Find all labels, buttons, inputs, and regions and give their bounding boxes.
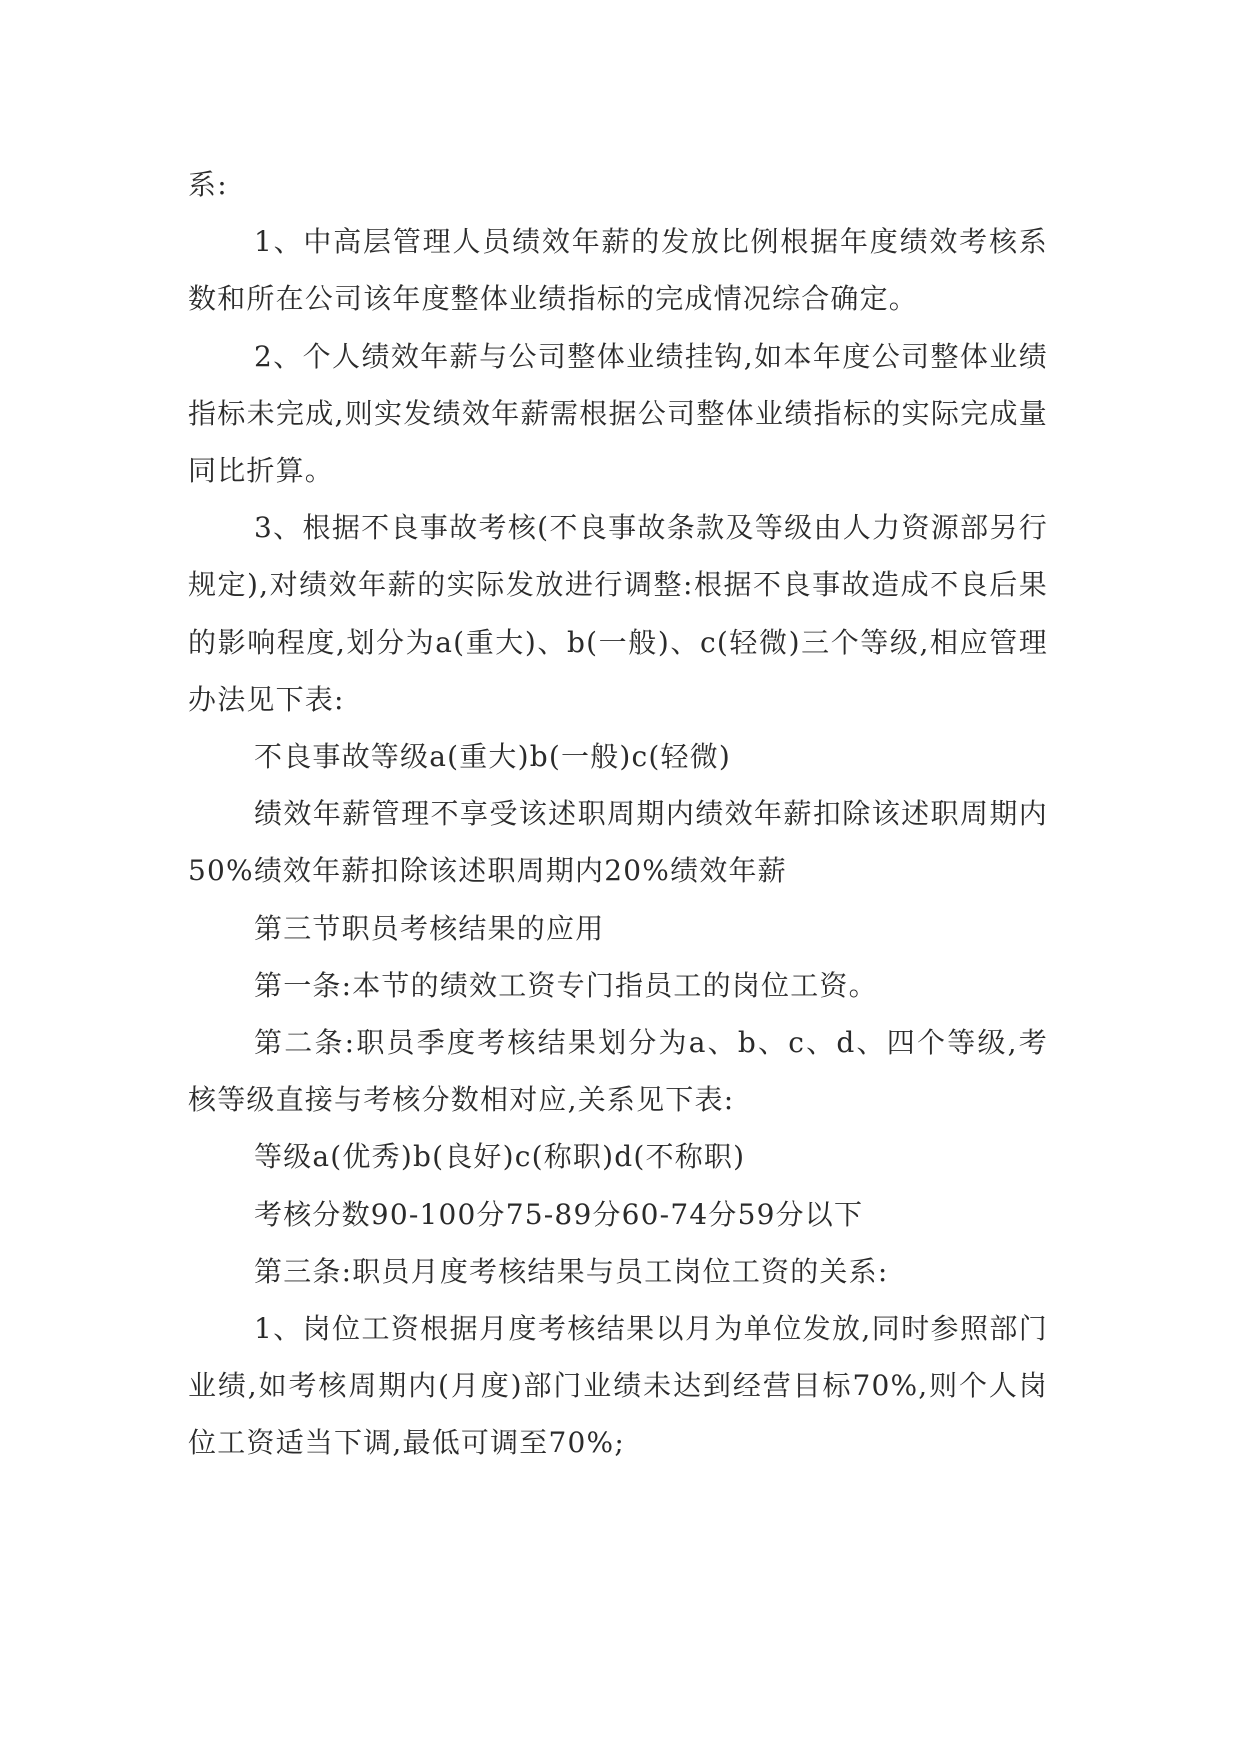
paragraph-item-1-bonus-ratio: 1、中高层管理人员绩效年薪的发放比例根据年度绩效考核系数和所在公司该年度整体业绩指标的完成情况综合确定。 [188,225,1048,316]
article-3: 第三条:职员月度考核结果与员工岗位工资的关系: [254,1254,889,1288]
grade-row: 等级a(优秀)b(良好)c(称职)d(不称职) [254,1140,746,1174]
paragraph-item-3-incident-assessment: 3、根据不良事故考核(不良事故条款及等级由人力资源部另行规定),对绩效年薪的实际发放进行调整:根据不良事故造成不良后果的影响程度,划分为a(重大)、b(一般)、c(轻微)三个等级,相应管理办法见下表: [188,511,1048,716]
document-body [188,156,1048,1472]
score-row: 考核分数90-100分75-89分60-74分59分以下 [254,1197,864,1231]
paragraph-continuation: 系: [188,168,228,201]
article-1: 第一条:本节的绩效工资专门指员工的岗位工资。 [254,968,878,1002]
incident-level-row: 不良事故等级a(重大)b(一般)c(轻微) [254,740,732,774]
article-2: 第二条:职员季度考核结果划分为a、b、c、d、四个等级,考核等级直接与考核分数相对应,关系见下表: [188,1026,1048,1117]
article-3-item-1: 1、岗位工资根据月度考核结果以月为单位发放,同时参照部门业绩,如考核周期内(月度)部门业绩未达到经营目标70%,则个人岗位工资适当下调,最低可调至70%; [188,1312,1048,1460]
incident-management-row: 绩效年薪管理不享受该述职周期内绩效年薪扣除该述职周期内50%绩效年薪扣除该述职周期内20%绩效年薪 [188,797,1048,888]
section-heading: 第三节职员考核结果的应用 [254,911,605,945]
paragraph-item-2-company-performance: 2、个人绩效年薪与公司整体业绩挂钩,如本年度公司整体业绩指标未完成,则实发绩效年薪需根据公司整体业绩指标的实际完成量同比折算。 [188,339,1048,488]
